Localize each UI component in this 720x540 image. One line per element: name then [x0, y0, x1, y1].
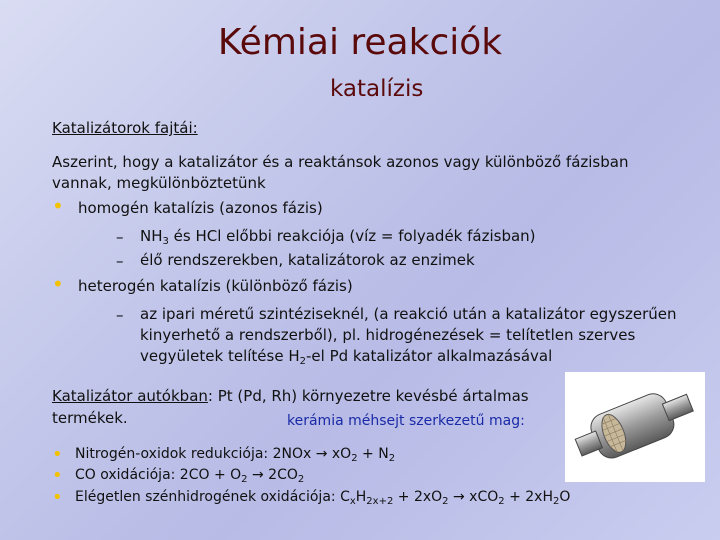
auto-line-2: termékek.: [52, 409, 128, 427]
bullet-icon: •: [52, 487, 63, 508]
catalytic-converter-image: [565, 372, 705, 482]
slide-subtitle: katalízis: [330, 76, 424, 102]
homogen-sub-1: $NH_3$ és HCl előbbi reakciója (víz = folyadék fázisban): [140, 227, 536, 247]
types-heading: Katalizátorok fajtái:: [52, 119, 198, 137]
reaction-2: CO oxidációja: $2CO + O_2 \to 2CO_2$: [75, 467, 305, 485]
bullet-icon: •: [52, 272, 64, 296]
homogen-sub-2: élő rendszerekben, katalizátorok az enzimek: [140, 251, 475, 269]
bullet-icon: •: [52, 444, 63, 465]
bullet-icon: •: [52, 465, 63, 486]
heterogen-sub-line-1: az ipari méretű szintéziseknél, (a reakció után a katalizátor egyszerűen: [140, 305, 677, 323]
reaction-3: Elégetlen szénhidrogének oxidációja: $C_xH_{2x+2} + 2xO_2 \to xCO_2 + 2xH_2O$: [75, 489, 571, 507]
homogen-item: homogén katalízis (azonos fázis): [78, 199, 323, 217]
ceramic-label: kerámia méhsejt szerkezetű mag:: [287, 413, 525, 429]
intro-line-1: Aszerint, hogy a katalizátor és a reaktánsok azonos vagy különböző fázisban: [52, 153, 629, 171]
dash-icon: –: [116, 252, 124, 270]
heterogen-sub-line-3: vegyületek telítése $H_2-el$ Pd katalizátor alkalmazásával: [140, 347, 553, 367]
intro-line-2: vannak, megkülönböztetünk: [52, 174, 266, 192]
dash-icon: –: [116, 228, 124, 246]
dash-icon: –: [116, 306, 124, 324]
bullet-icon: •: [52, 194, 64, 218]
auto-line-1: Katalizátor autókban: Pt (Pd, Rh) környezetre kevésbé ártalmas: [52, 387, 529, 405]
heterogen-item: heterogén katalízis (különböző fázis): [78, 277, 353, 295]
reaction-1: Nitrogén-oxidok redukciója: $2NOx \to xO_2 + N_2$: [75, 446, 396, 464]
heterogen-sub-line-2: kinyerhető a rendszerből), pl. hidrogénezések = telítetlen szerves: [140, 326, 636, 344]
slide-title: Kémiai reakciók: [217, 22, 503, 63]
